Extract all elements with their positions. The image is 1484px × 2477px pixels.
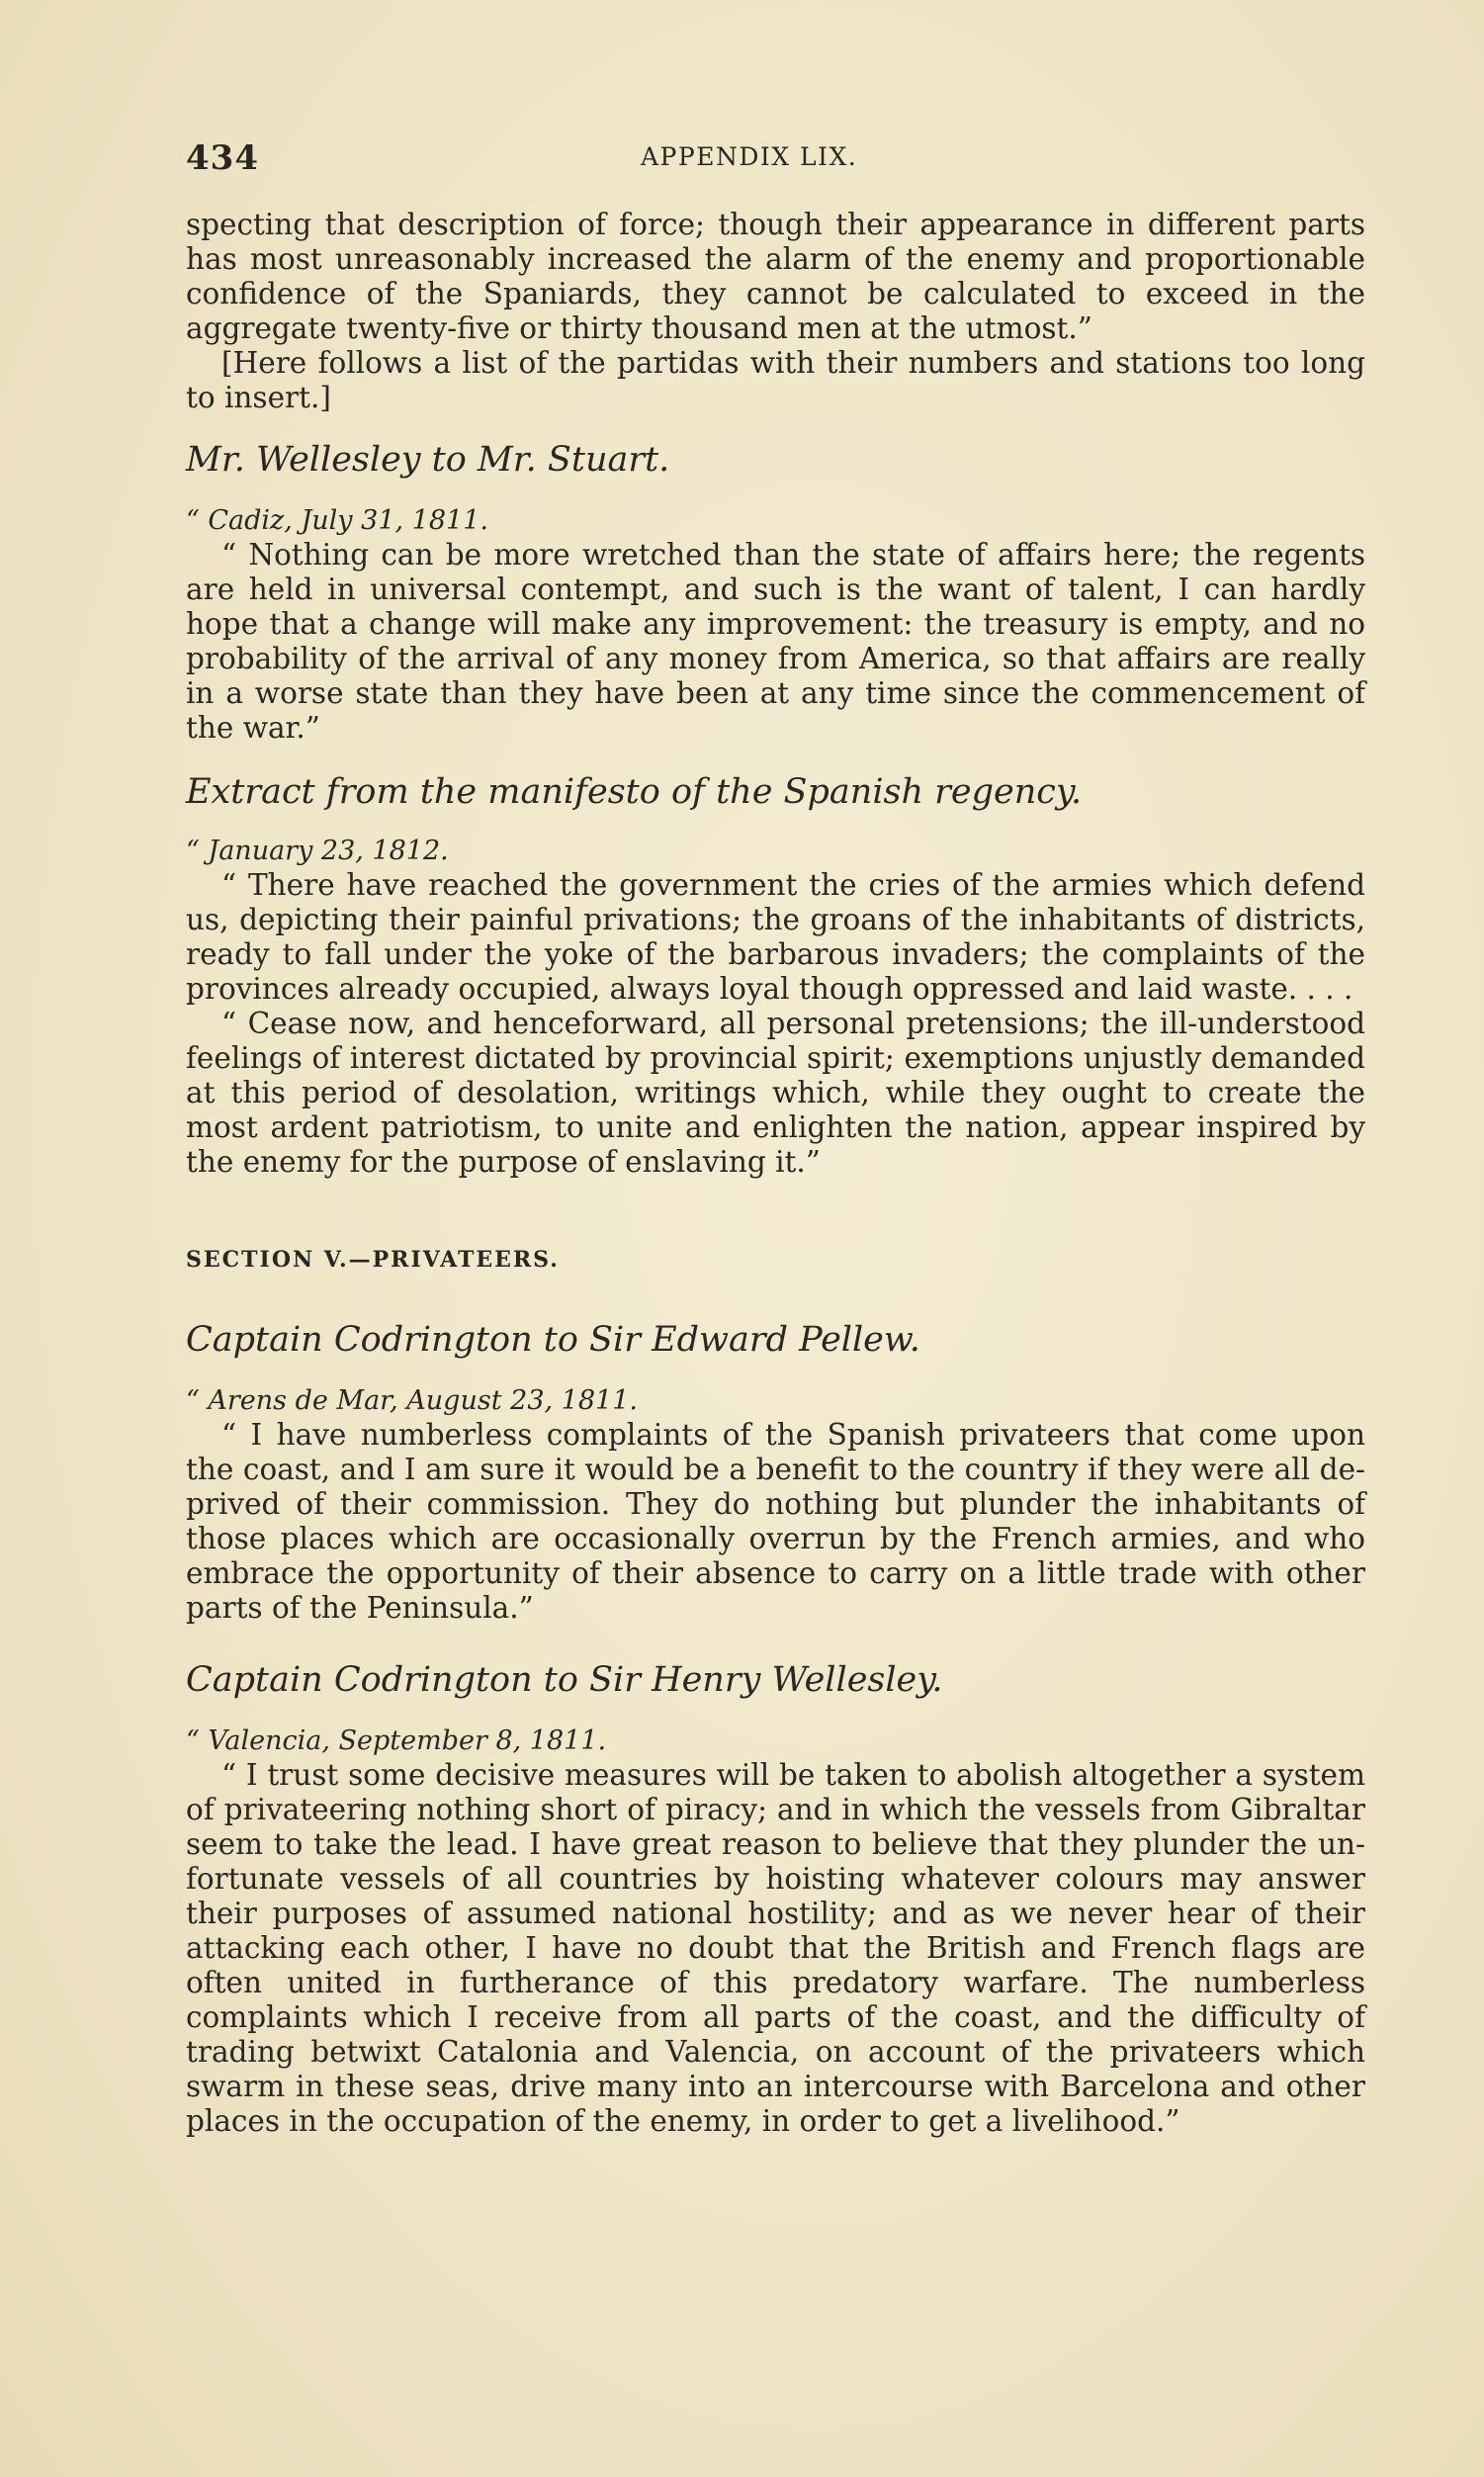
paragraph-continuation: specting that description of force; though their appearance in different parts has most unreasonably increased the alarm of the enemy and proportionable confidence of the Spaniards, they cannot be calculated to exceed in the aggregate twenty-five or thirty thousand men at the utmost.” xyxy=(186,208,1365,345)
page-header xyxy=(186,138,1365,198)
extract-heading-manifesto: Extract from the manifesto of the Spanish regency. xyxy=(186,772,1083,812)
letter-heading-codrington-wellesley: Captain Codrington to Sir Henry Wellesley. xyxy=(186,1660,943,1700)
dateline-valencia: “ Valencia, September 8, 1811. xyxy=(186,1725,607,1756)
manifesto-paragraph-1: “ There have reached the government the cries of the armies which defend us, depicting their painful privations; the groans of the inhabitants of districts, ready to fall under the yoke of the barbarous invaders; the complaints of the provinces already occupied, always loyal though oppressed and laid waste. . . . xyxy=(186,868,1365,1006)
dateline-arens: “ Arens de Mar, August 23, 1811. xyxy=(186,1385,638,1416)
letter-heading-codrington-pellew: Captain Codrington to Sir Edward Pellew. xyxy=(186,1320,920,1360)
dateline-january: “ January 23, 1812. xyxy=(186,836,449,866)
page-body xyxy=(186,208,1365,2139)
manifesto-paragraph-2: “ Cease now, and henceforward, all personal pretensions; the ill-understood feelings of interest dictated by provincial spirit; exemptions unjustly demanded at this period of desolation, writings which, while they ought to create the most ardent patriotism, to unite and enlighten the nation, appear inspired by the enemy for the purpose of enslaving it.” xyxy=(186,1007,1365,1179)
editorial-note: [Here follows a list of the partidas with their numbers and stations too long to insert.] xyxy=(186,346,1365,414)
letter-heading-wellesley-stuart: Mr. Wellesley to Mr. Stuart. xyxy=(186,440,670,480)
dateline-cadiz: “ Cadiz, July 31, 1811. xyxy=(186,505,488,536)
letter-body-wellesley: “ Nothing can be more wretched than the state of affairs here; the regents are held in universal contempt, and such is the want of talent, I can hardly hope that a change will make any improvement: the treasury is empty, and no probability of the arrival of any money from America, so that affairs are really in a worse state than they have been at any time since the commencement of the war.” xyxy=(186,538,1365,745)
letter-body-codrington-2: “ I trust some decisive measures will be taken to abolish altogether a system of privateering nothing short of piracy; and in which the vessels from Gibraltar seem to take the lead. I have great reason to believe that they plunder the unfortunate vessels of all countries by hoisting whatever colours may answer their purposes of assumed national hostility; and as we never hear of their attacking each other, I have no doubt that the British and French flags are often united in furtherance of this predatory warfare. The numberless complaints which I receive from all parts of the coast, and the difficulty of trading betwixt Catalonia and Valencia, on account of the privateers which swarm in these seas, drive many into an intercourse with Barcelona and other places in the occupation of the enemy, in order to get a livelihood.” xyxy=(186,1758,1365,2138)
letter-body-codrington-1: “ I have numberless complaints of the Spanish privateers that come upon the coast, and I am sure it would be a benefit to the country if they were all deprived of their commission. They do nothing but plunder the inhabitants of those places which are occasionally overrun by the French armies, and who embrace the opportunity of their absence to carry on a little trade with other parts of the Peninsula.” xyxy=(186,1418,1365,1625)
page-number: 434 xyxy=(186,138,259,178)
section-title: SECTION V.—PRIVATEERS. xyxy=(186,1247,560,1273)
running-head: APPENDIX LIX. xyxy=(641,142,858,171)
